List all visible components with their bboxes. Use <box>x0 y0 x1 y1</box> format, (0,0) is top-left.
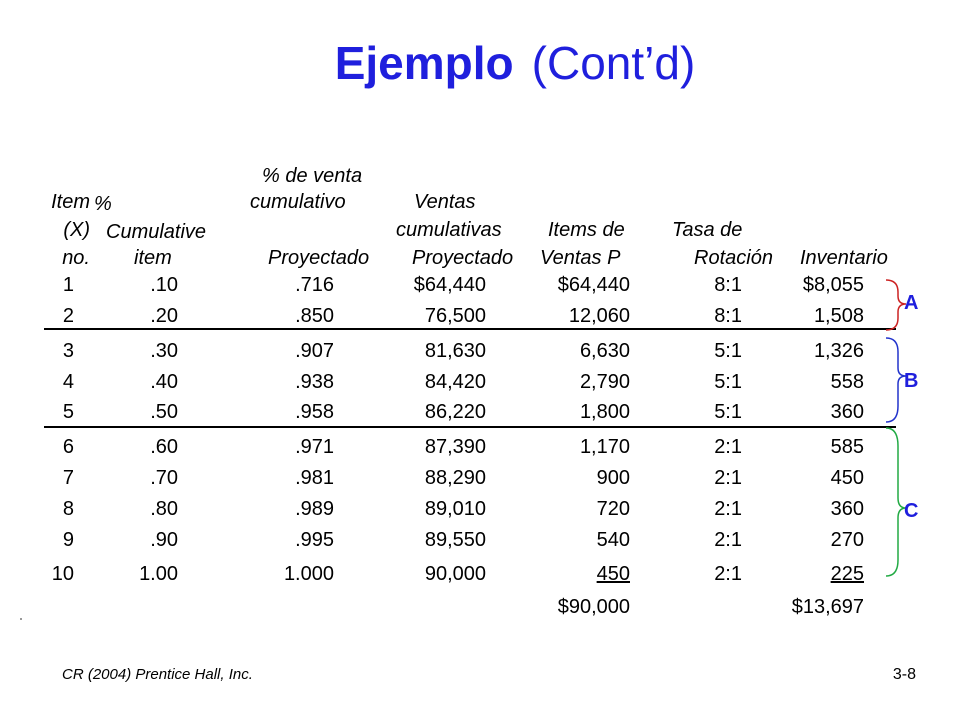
cell-inv: 225 <box>830 563 864 585</box>
header-ventas-l1: Ventas <box>414 191 476 213</box>
cell-items: 6,630 <box>579 340 630 362</box>
cell-items: $64,440 <box>557 274 630 296</box>
page-number: 3-8 <box>892 666 916 683</box>
group-divider-bc <box>44 426 896 428</box>
cell-no: 7 <box>62 467 74 489</box>
cell-inv: $8,055 <box>802 274 864 296</box>
header-item-l2: (X) <box>63 219 90 241</box>
cell-tasa: 2:1 <box>714 498 742 520</box>
header-venta-l2: cumulativo <box>250 191 346 213</box>
cell-cum: 88,290 <box>424 467 486 489</box>
cell-pct: .20 <box>150 305 178 327</box>
cell-items: 900 <box>596 467 630 489</box>
cell-pct: .90 <box>150 529 178 551</box>
cell-cum: 86,220 <box>424 401 486 423</box>
header-inventario: Inventario <box>800 247 888 269</box>
cell-inv: 360 <box>830 401 864 423</box>
cell-pct: 1.00 <box>139 563 178 585</box>
cell-cum: 84,420 <box>424 371 486 393</box>
cell-venta: .716 <box>295 274 334 296</box>
header-tasa-l1: Tasa de <box>672 219 743 241</box>
stray-dot <box>20 618 22 620</box>
cell-pct: .40 <box>150 371 178 393</box>
footer-copyright: CR (2004) Prentice Hall, Inc. <box>62 666 253 683</box>
cell-no: 9 <box>62 529 74 551</box>
cell-inv: 558 <box>830 371 864 393</box>
cell-tasa: 2:1 <box>714 436 742 458</box>
header-venta-l1: % de venta <box>262 165 363 187</box>
cell-cum: 90,000 <box>424 563 486 585</box>
cell-venta: .995 <box>295 529 334 551</box>
cell-items: 450 <box>596 563 630 585</box>
header-venta-l3: Proyectado <box>268 247 370 269</box>
cell-no: 3 <box>62 340 74 362</box>
header-item <box>40 188 90 272</box>
cell-inv: 270 <box>830 529 864 551</box>
header-items-l1: Items de <box>548 219 625 241</box>
group-label-c: C <box>904 500 919 522</box>
header-pct-item: item <box>134 247 172 269</box>
cell-tasa: 8:1 <box>714 274 742 296</box>
group-label-b: B <box>904 370 919 392</box>
cell-pct: .50 <box>150 401 178 423</box>
cell-cum: 89,010 <box>424 498 486 520</box>
cell-no: 10 <box>51 563 74 585</box>
header-items-l2: Ventas P <box>540 247 621 269</box>
total-inventario: $13,697 <box>791 596 864 618</box>
cell-pct: .60 <box>150 436 178 458</box>
brace-a <box>886 280 906 330</box>
cell-cum: 81,630 <box>424 340 486 362</box>
cell-cum: $64,440 <box>413 274 486 296</box>
cell-items: 2,790 <box>579 371 630 393</box>
cell-no: 4 <box>62 371 74 393</box>
brace-b <box>886 338 906 422</box>
header-tasa-l2: Rotación <box>694 247 773 269</box>
page-title <box>0 36 960 90</box>
cell-items: 1,800 <box>579 401 630 423</box>
cell-venta: .907 <box>295 340 334 362</box>
header-pct-cumulative: Cumulative <box>106 221 207 243</box>
cell-venta: .989 <box>295 498 334 520</box>
cell-tasa: 5:1 <box>714 371 742 393</box>
cell-venta: .938 <box>295 371 334 393</box>
group-label-a: A <box>904 292 919 314</box>
cell-no: 8 <box>62 498 74 520</box>
cell-inv: 1,508 <box>813 305 864 327</box>
cell-venta: .850 <box>295 305 334 327</box>
cell-no: 1 <box>62 274 74 296</box>
header-pct-symbol: % <box>94 193 112 215</box>
cell-inv: 450 <box>830 467 864 489</box>
cell-no: 5 <box>62 401 74 423</box>
cell-inv: 1,326 <box>813 340 864 362</box>
cell-items: 720 <box>596 498 630 520</box>
cell-venta: 1.000 <box>283 563 334 585</box>
header-ventas-l3: Proyectado <box>412 247 514 269</box>
cell-venta: .971 <box>295 436 334 458</box>
cell-tasa: 2:1 <box>714 467 742 489</box>
cell-tasa: 5:1 <box>714 401 742 423</box>
cell-inv: 360 <box>830 498 864 520</box>
cell-inv: 585 <box>830 436 864 458</box>
cell-pct: .10 <box>150 274 178 296</box>
cell-items: 1,170 <box>579 436 630 458</box>
cell-pct: .70 <box>150 467 178 489</box>
header-item-l3: no. <box>62 247 90 269</box>
cell-venta: .981 <box>295 467 334 489</box>
cell-no: 6 <box>62 436 74 458</box>
header-ventas-l2: cumulativas <box>396 219 502 241</box>
cell-cum: 87,390 <box>424 436 486 458</box>
header-item-l1: Item <box>51 191 90 213</box>
title-bold: Ejemplo <box>334 37 514 89</box>
cell-items: 12,060 <box>568 305 630 327</box>
cell-cum: 76,500 <box>424 305 486 327</box>
cell-pct: .30 <box>150 340 178 362</box>
cell-items: 540 <box>596 529 630 551</box>
cell-pct: .80 <box>150 498 178 520</box>
cell-tasa: 8:1 <box>714 305 742 327</box>
cell-no: 2 <box>62 305 74 327</box>
brace-c <box>886 428 906 576</box>
total-items: $90,000 <box>557 596 630 618</box>
group-braces <box>880 276 920 616</box>
title-rest: (Cont’d) <box>531 37 696 89</box>
cell-venta: .958 <box>295 401 334 423</box>
cell-tasa: 2:1 <box>714 563 742 585</box>
cell-cum: 89,550 <box>424 529 486 551</box>
cell-tasa: 2:1 <box>714 529 742 551</box>
cell-tasa: 5:1 <box>714 340 742 362</box>
group-divider-ab <box>44 328 896 330</box>
